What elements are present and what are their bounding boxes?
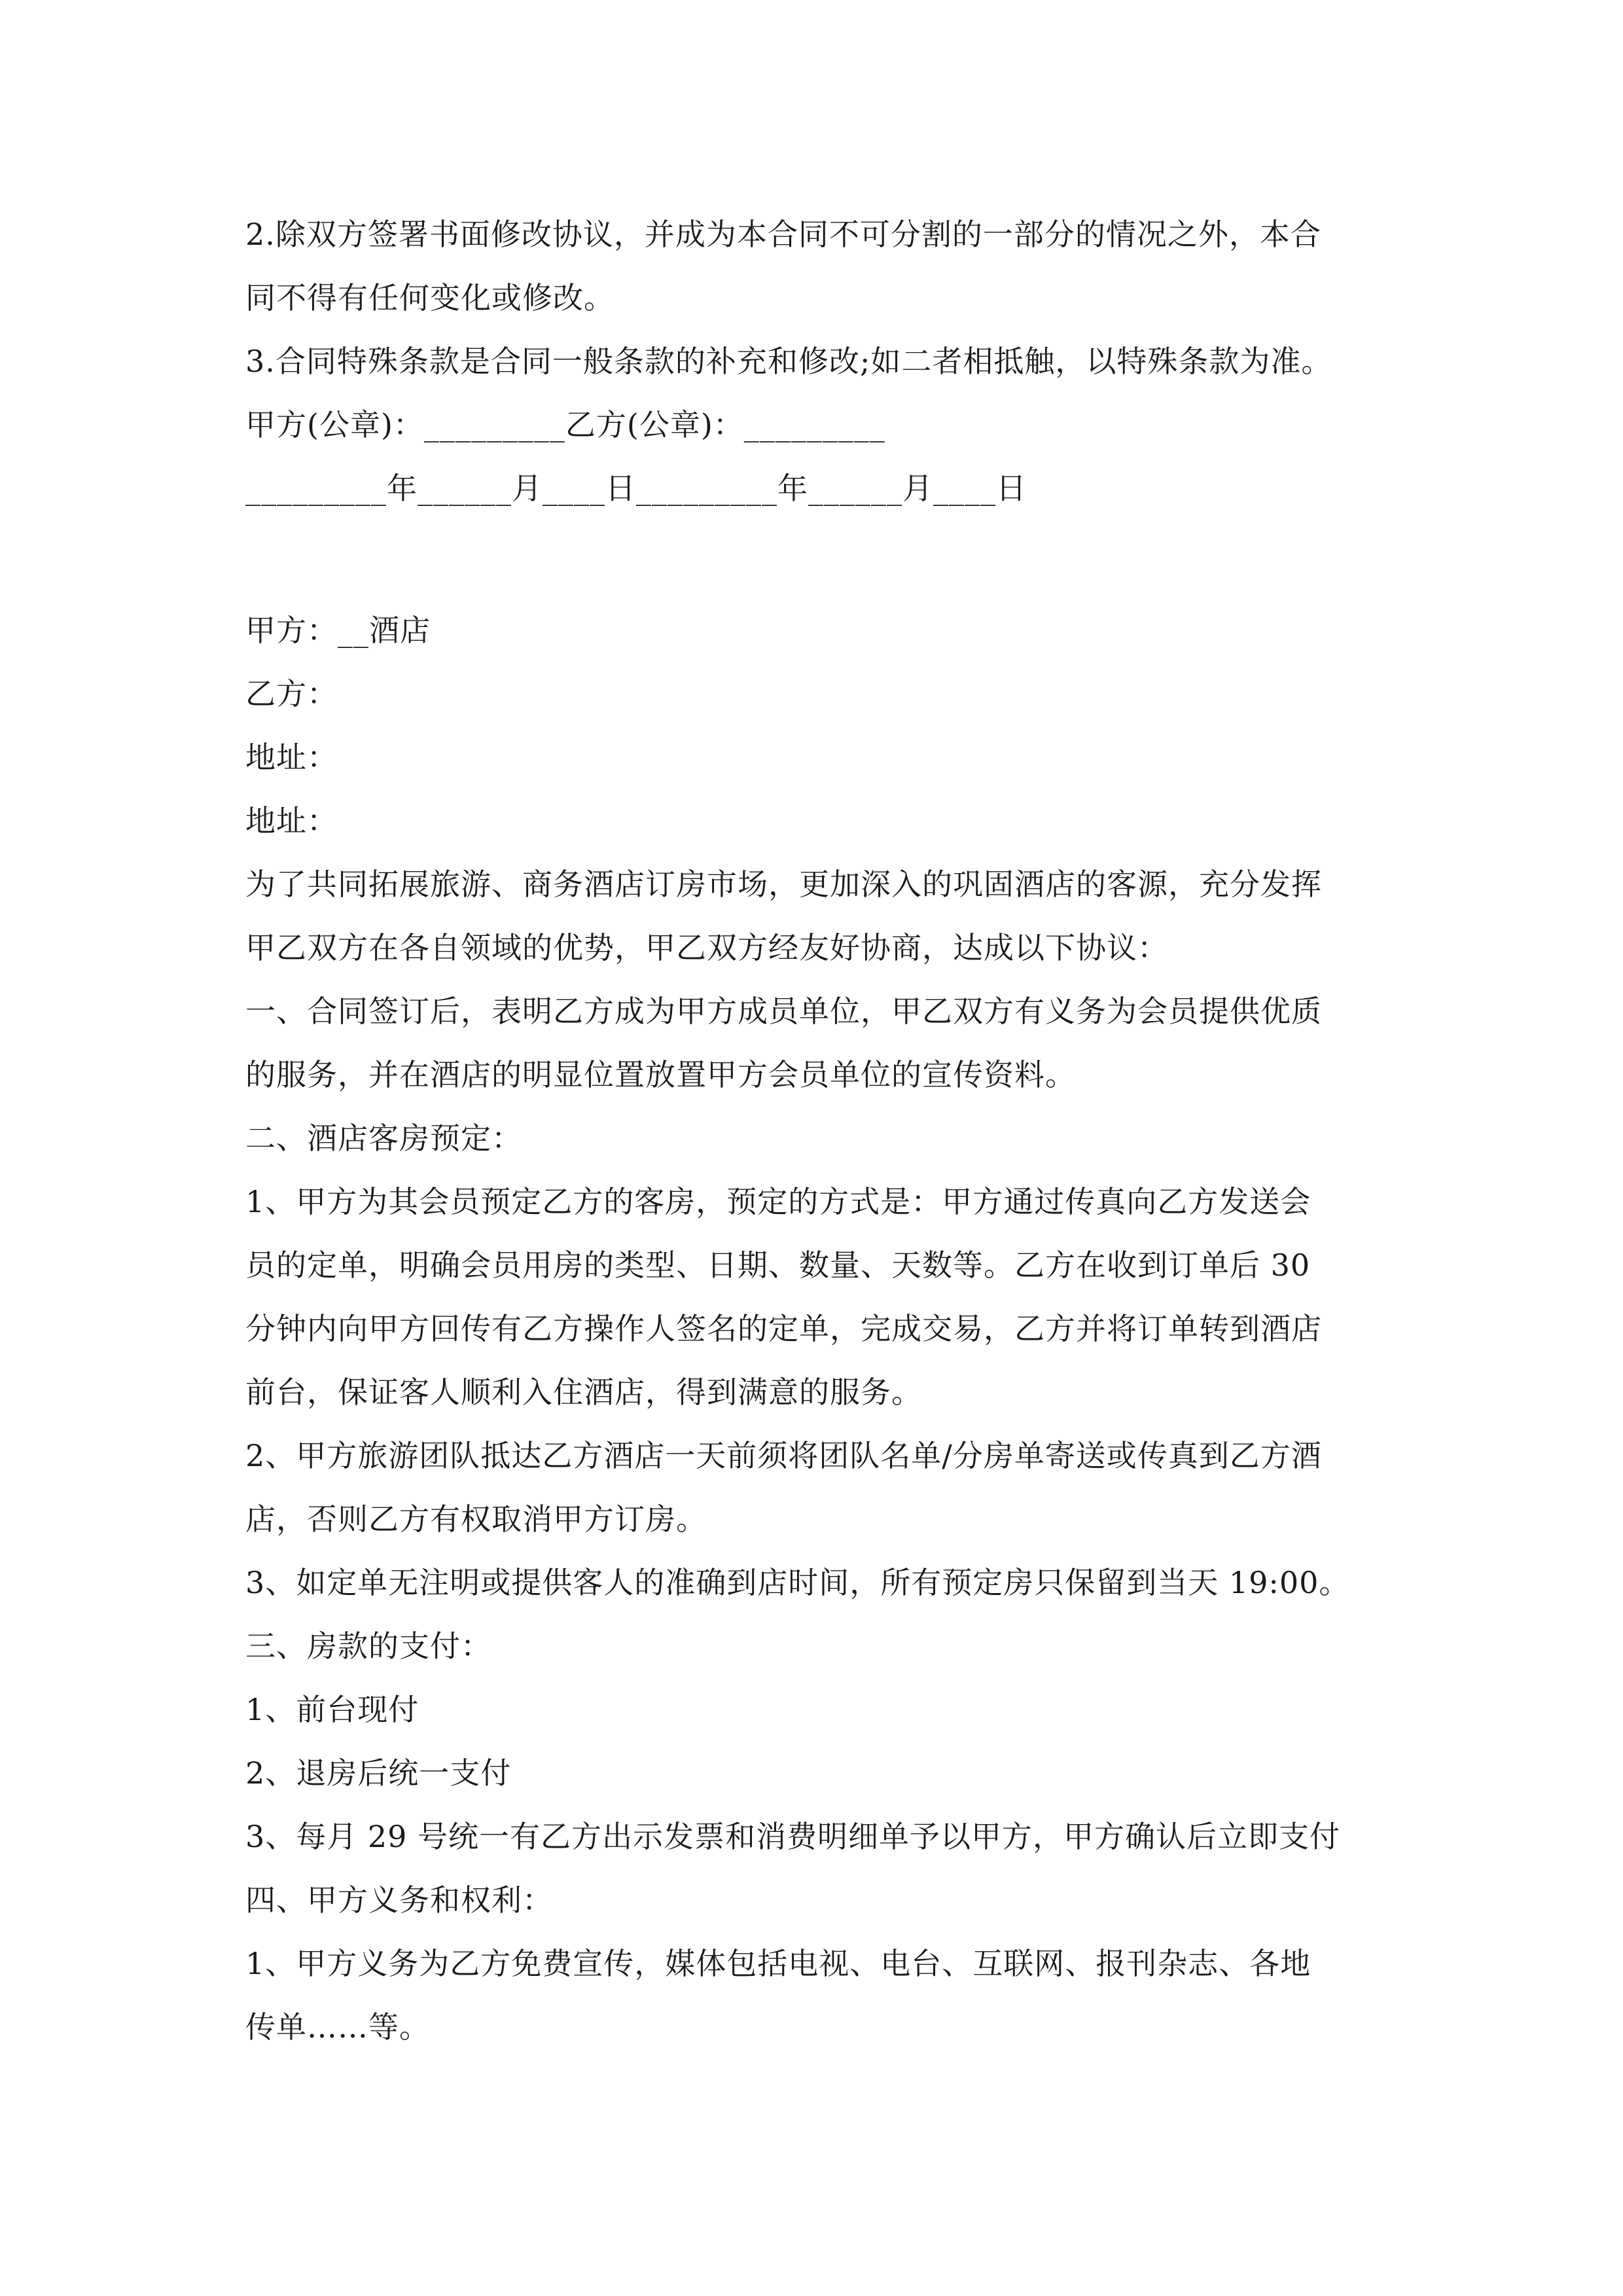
text-line: 分钟内向甲方回传有乙方操作人签名的定单，完成交易，乙方并将订单转到酒店: [245, 1311, 1322, 1346]
text-line: 2、甲方旅游团队抵达乙方酒店一天前须将团队名单/分房单寄送或传真到乙方酒: [245, 1438, 1322, 1473]
document-body: [245, 203, 1397, 2059]
text-line: 1、甲方义务为乙方免费宣传，媒体包括电视、电台、互联网、报刊杂志、各地: [245, 1946, 1311, 1981]
text-line: 2、退房后统一支付: [245, 1755, 512, 1791]
party-a-line: 甲方：__酒店: [245, 613, 431, 648]
section-agreement: [245, 599, 1397, 2059]
section-gap: [245, 520, 1397, 599]
text-line: 为了共同拓展旅游、商务酒店订房市场，更加深入的巩固酒店的客源，充分发挥: [245, 867, 1322, 902]
text-line: 店，否则乙方有权取消甲方订房。: [245, 1501, 707, 1537]
text-line: 3、如定单无注明或提供客人的准确到店时间，所有预定房只保留到当天 19:00。: [245, 1565, 1350, 1600]
address-line: 地址：: [245, 803, 338, 838]
address-line: 地址：: [245, 740, 338, 775]
section-top: [245, 203, 1397, 520]
text-line: 的服务，并在酒店的明显位置放置甲方会员单位的宣传资料。: [245, 1057, 1076, 1092]
clause-heading: 四、甲方义务和权利：: [245, 1882, 553, 1918]
signature-line: 甲方(公章)：_________乙方(公章)：_________: [245, 407, 885, 442]
text-line: 前台，保证客人顺利入住酒店，得到满意的服务。: [245, 1374, 922, 1410]
text-line: 1、前台现付: [245, 1692, 419, 1727]
text-line: 3.合同特殊条款是合同一般条款的补充和修改;如二者相抵触，以特殊条款为准。: [245, 344, 1332, 379]
date-line: _________年______月____日_________年______月____日: [245, 471, 1027, 506]
text-line: 2.除双方签署书面修改协议，并成为本合同不可分割的一部分的情况之外，本合: [245, 217, 1321, 252]
clause-heading: 三、房款的支付：: [245, 1628, 491, 1664]
clause-heading: 二、酒店客房预定：: [245, 1121, 522, 1156]
text-line: 传单……等。: [245, 2009, 430, 2045]
text-line: 员的定单，明确会员用房的类型、日期、数量、天数等。乙方在收到订单后 30: [245, 1247, 1311, 1283]
text-line: 同不得有任何变化或修改。: [245, 280, 615, 315]
text-line: 3、每月 29 号统一有乙方出示发票和消费明细单予以甲方，甲方确认后立即支付: [245, 1819, 1341, 1854]
text-line: 甲乙双方在各自领域的优势，甲乙双方经友好协商，达成以下协议：: [245, 930, 1168, 965]
party-b-line: 乙方：: [245, 676, 338, 711]
text-line: 1、甲方为其会员预定乙方的客房，预定的方式是：甲方通过传真向乙方发送会: [245, 1184, 1311, 1219]
clause-heading: 一、合同签订后，表明乙方成为甲方成员单位，甲乙双方有义务为会员提供优质: [245, 994, 1322, 1029]
